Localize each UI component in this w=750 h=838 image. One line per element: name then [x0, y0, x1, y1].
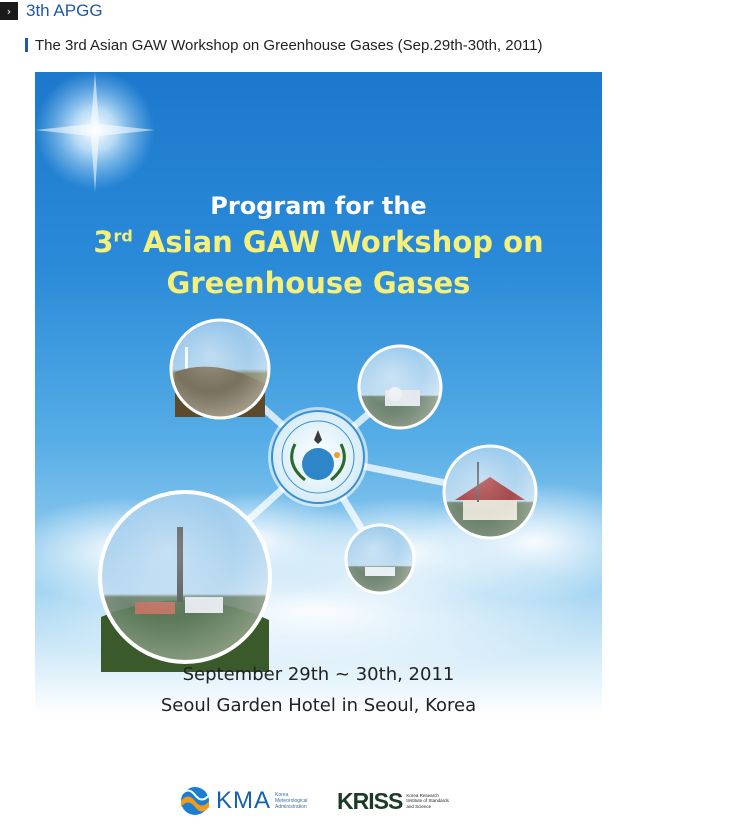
kma-swirl-icon	[180, 786, 210, 816]
subtitle-text: The 3rd Asian GAW Workshop on Greenhouse Gases (Sep.29th-30th, 2011)	[35, 36, 543, 54]
sponsor-logos	[180, 786, 454, 816]
photo-bubble-pagoda	[444, 446, 536, 538]
photo-bubble-tower	[100, 492, 270, 672]
poster-heading-rest: Asian GAW Workshop on	[132, 225, 544, 259]
section-header	[0, 0, 103, 22]
chevron-right-icon: ›	[0, 2, 18, 20]
gaw-emblem	[268, 407, 368, 507]
poster-heading-ordinal: rd	[113, 226, 133, 246]
poster-dates: September 29th ~ 30th, 2011	[182, 664, 455, 685]
photo-bubble-coast	[346, 525, 414, 593]
poster-venue: Seoul Garden Hotel in Seoul, Korea	[160, 695, 477, 716]
kriss-subtitle: Korea Research Institute of Standards and Science	[406, 792, 449, 809]
subtitle-bar	[25, 38, 28, 52]
poster-heading-line3: Greenhouse Gases	[166, 266, 471, 300]
kriss-logo	[337, 788, 454, 815]
poster-artwork	[35, 72, 602, 838]
section-title: 3th APGG	[26, 1, 103, 20]
workshop-poster	[35, 72, 602, 838]
poster-heading-line2	[35, 225, 602, 259]
kma-name: KMA	[216, 787, 272, 814]
kriss-name: KRISS	[337, 787, 403, 814]
photo-bubble-station	[359, 346, 441, 428]
page-subtitle	[25, 36, 543, 54]
kma-subtitle: Korea Meteorological Administration	[275, 792, 308, 810]
photo-bubble-lighthouse	[171, 320, 269, 418]
poster-heading-number: 3	[93, 225, 114, 259]
poster-heading-line1: Program for the	[210, 192, 427, 220]
kma-logo	[180, 786, 319, 816]
